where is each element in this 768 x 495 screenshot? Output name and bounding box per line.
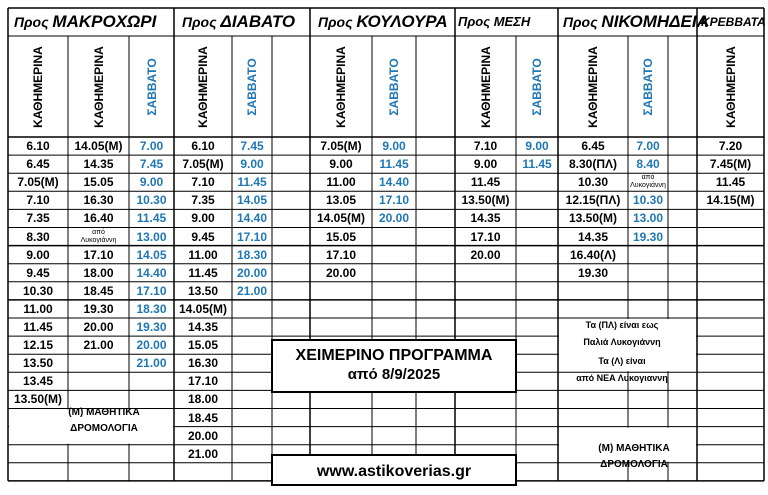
departure-time: 21.00 xyxy=(236,283,268,298)
departure-time: 6.45 xyxy=(26,157,50,172)
banner-title: ΧΕΙΜΕΡΙΝΟ ΠΡΟΓΡΑΜΜΑ xyxy=(295,347,493,364)
departure-time: 13.50 xyxy=(187,283,219,298)
departure-time: 14.05(Μ) xyxy=(316,211,366,226)
departure-time: 16.40 xyxy=(83,211,114,226)
day-label-saturday: ΣΑΒΒΑΤΟ xyxy=(530,57,544,116)
departure-time: 11.45 xyxy=(23,320,53,335)
day-label-saturday: ΣΑΒΒΑΤΟ xyxy=(387,57,401,116)
departure-time: 17.10 xyxy=(83,247,114,262)
departure-time: 10.30 xyxy=(136,193,167,208)
departure-time: 21.00 xyxy=(187,446,219,461)
departure-time: 13.50(Μ) xyxy=(461,193,510,208)
day-label-weekday: ΚΑΘΗΜΕΡΙΝΑ xyxy=(91,45,106,128)
departure-time: 8.30(ΠΛ) xyxy=(568,157,618,172)
departure-time: 21.00 xyxy=(83,338,114,353)
departure-time: 14.05(Μ) xyxy=(178,301,228,316)
departure-time: 20.00 xyxy=(83,320,114,335)
mathitika-note-right: (Μ) ΜΑΘΗΤΙΚΑ ΔΡΟΜΟΛΟΓΙΑ xyxy=(598,443,670,470)
day-label-weekday: ΚΑΘΗΜΕΡΙΝΑ xyxy=(334,45,348,128)
departure-time: 19.30 xyxy=(136,320,167,335)
departure-time: 9.00 xyxy=(473,157,498,172)
departure-time: 11.45 xyxy=(522,157,552,172)
departure-time: 7.10 xyxy=(473,139,498,154)
departure-time: 13.00 xyxy=(136,229,167,244)
departure-time: 10.30 xyxy=(22,283,54,298)
day-label-saturday: ΣΑΒΒΑΤΟ xyxy=(144,57,159,116)
departure-time: 17.10 xyxy=(136,283,167,298)
departure-time: 6.10 xyxy=(191,139,215,154)
departure-time: 7.00 xyxy=(636,139,660,154)
departure-time: 7.45(Μ) xyxy=(709,157,752,172)
departure-time: 17.10 xyxy=(187,374,219,389)
departure-time: 7.45 xyxy=(139,157,164,172)
departure-time: 14.05 xyxy=(136,247,167,262)
departure-time: 9.00 xyxy=(382,139,406,154)
departure-time: 13.05 xyxy=(325,193,357,208)
departure-time: 12.15(ΠΛ) xyxy=(565,193,621,208)
departure-time: 20.00 xyxy=(187,428,219,443)
departure-time: 19.30 xyxy=(632,229,664,244)
departure-time: 10.30 xyxy=(632,193,664,208)
departure-time: 14.40 xyxy=(136,265,167,280)
departure-time: 17.10 xyxy=(378,193,410,208)
departure-time: 7.45 xyxy=(240,139,264,154)
departure-time: 9.00 xyxy=(26,247,50,262)
departure-time: 7.05(Μ) xyxy=(182,157,224,172)
departure-time: 8.40 xyxy=(636,157,660,172)
departure-time: 9.00 xyxy=(191,211,215,226)
departure-time: 14.35 xyxy=(187,320,219,335)
route-header-diavato: Προς ΔΙΑΒΑΤΟ xyxy=(182,12,296,31)
departure-time: 18.30 xyxy=(136,301,167,316)
departure-time: 17.10 xyxy=(236,229,268,244)
departure-time: 15.05 xyxy=(325,229,357,244)
departure-time: 7.10 xyxy=(26,193,50,208)
day-label-weekday: ΚΑΘΗΜΕΡΙΝΑ xyxy=(196,45,210,128)
departure-time: 18.45 xyxy=(83,283,114,298)
departure-time: 6.10 xyxy=(26,139,50,154)
winter-schedule-banner xyxy=(272,346,516,385)
departure-time: 13.00 xyxy=(632,211,664,226)
departure-time: 19.30 xyxy=(83,301,114,316)
day-label-saturday: ΣΑΒΒΑΤΟ xyxy=(245,57,259,116)
departure-time: 15.05 xyxy=(83,175,114,190)
departure-time: 16.30 xyxy=(187,356,219,371)
departure-time: 18.00 xyxy=(83,265,114,280)
departure-time: 9.45 xyxy=(191,229,215,244)
departure-time: 18.30 xyxy=(236,247,268,262)
departure-time: 9.00 xyxy=(139,175,164,190)
departure-time: 9.45 xyxy=(26,265,50,280)
departure-time: 14.40 xyxy=(236,211,268,226)
departure-time: 14.15(Μ) xyxy=(706,193,755,208)
departure-time: 11.00 xyxy=(23,301,53,316)
departure-time: 15.05 xyxy=(187,338,219,353)
day-label-saturday: ΣΑΒΒΑΤΟ xyxy=(641,57,655,116)
day-label-weekday: ΚΑΘΗΜΕΡΙΝΑ xyxy=(31,45,45,128)
departure-time: 11.45 xyxy=(379,157,409,172)
l-note: Τα (Λ) είναι από ΝΕΑ Λυκογιαννη xyxy=(576,356,668,384)
departure-time: 13.45 xyxy=(22,374,54,389)
origin-note: από Λυκογιάννη xyxy=(630,174,666,190)
day-label-weekday: ΚΑΘΗΜΕΡΙΝΑ xyxy=(586,45,600,128)
departure-time: 17.10 xyxy=(325,247,357,262)
route-header-kouloura: Προς ΚΟΥΛΟΥΡΑ xyxy=(318,12,448,31)
departure-time: 14.40 xyxy=(378,175,410,190)
departure-time: 7.10 xyxy=(191,175,215,190)
departure-time: 7.05(Μ) xyxy=(320,139,362,154)
mathitika-note-left: (Μ) ΜΑΘΗΤΙΚΑ ΔΡΟΜΟΛΟΓΙΑ xyxy=(68,407,140,434)
departure-time: 7.35 xyxy=(26,211,50,226)
departure-time: 14.35 xyxy=(577,229,609,244)
departure-time: 11.00 xyxy=(188,247,218,262)
route-header-nikomideia: Προς ΝΙΚΟΜΗΔΕΙΑ xyxy=(563,12,709,31)
departure-time: 11.45 xyxy=(188,265,218,280)
departure-time: 17.10 xyxy=(470,229,501,244)
departure-time: 11.45 xyxy=(470,175,501,190)
route-header-krevvata: ΚΡΕΒΒΑΤΑ xyxy=(701,15,766,29)
route-header-makroxori: Προς ΜΑΚΡΟΧΩΡΙ xyxy=(14,12,157,31)
pl-note: Τα (ΠΛ) είναι εως Παλιά Λυκογιάννη xyxy=(583,320,661,348)
departure-time: 14.35 xyxy=(470,211,501,226)
departure-time: 13.50 xyxy=(22,356,54,371)
route-header-mesi: Προς ΜΕΣΗ xyxy=(458,14,531,29)
departure-time: 16.30 xyxy=(83,193,114,208)
departure-time: 7.20 xyxy=(718,139,743,154)
day-label-weekday: ΚΑΘΗΜΕΡΙΝΑ xyxy=(723,45,738,128)
day-label-weekday: ΚΑΘΗΜΕΡΙΝΑ xyxy=(478,45,493,128)
departure-time: 11.45 xyxy=(136,211,167,226)
departure-time: 14.35 xyxy=(83,157,114,172)
departure-time: 10.30 xyxy=(577,175,609,190)
departure-time: 20.00 xyxy=(325,265,357,280)
departure-time: 7.05(Μ) xyxy=(17,175,59,190)
departure-time: 12.15 xyxy=(22,338,54,353)
departure-time: 18.45 xyxy=(187,410,219,425)
origin-note: από Λυκογιάννη xyxy=(80,228,117,244)
departure-time: 7.35 xyxy=(191,193,215,208)
departure-time: 18.00 xyxy=(187,392,219,407)
departure-time: 20.00 xyxy=(136,338,167,353)
departure-time: 8.30 xyxy=(26,229,50,244)
departure-time: 13.50(Μ) xyxy=(13,392,63,407)
departure-time: 11.45 xyxy=(715,175,746,190)
departure-time: 20.00 xyxy=(378,211,410,226)
departure-time: 13.50(Μ) xyxy=(568,211,618,226)
departure-time: 7.00 xyxy=(139,139,164,154)
website-link[interactable]: www.astikoverias.gr xyxy=(316,463,472,480)
departure-time: 9.00 xyxy=(525,139,549,154)
banner-subtitle: από 8/9/2025 xyxy=(347,366,441,383)
departure-time: 14.05(Μ) xyxy=(74,139,123,154)
departure-time: 16.40(Λ) xyxy=(569,247,617,262)
departure-time: 20.00 xyxy=(470,247,501,262)
departure-time: 9.00 xyxy=(329,157,353,172)
departure-time: 11.45 xyxy=(237,175,267,190)
departure-time: 20.00 xyxy=(236,265,268,280)
departure-time: 21.00 xyxy=(136,356,167,371)
departure-time: 6.45 xyxy=(581,139,605,154)
departure-time: 9.00 xyxy=(240,157,264,172)
departure-time: 19.30 xyxy=(577,265,609,280)
departure-time: 14.05 xyxy=(236,193,268,208)
departure-time: 11.00 xyxy=(326,175,356,190)
